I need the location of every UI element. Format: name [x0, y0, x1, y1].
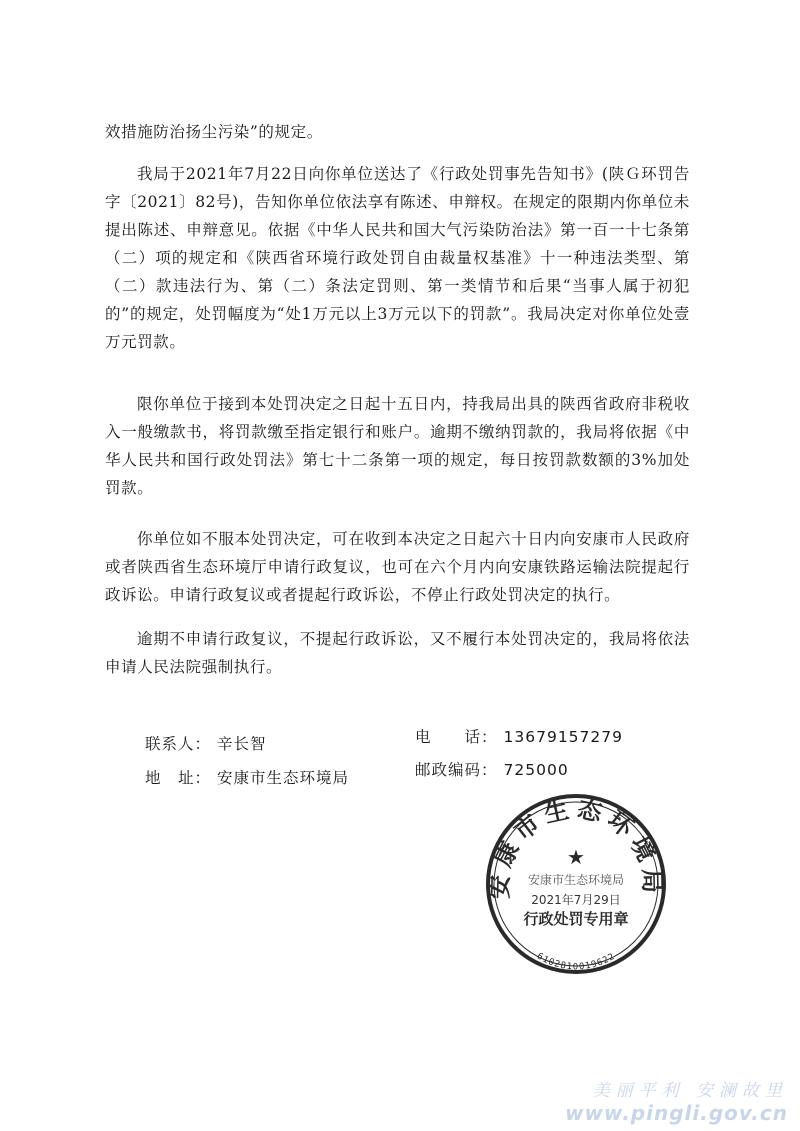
- contact-person-value: 辛长智: [217, 735, 267, 753]
- seal-ring-text: 安康市生态环境局: [485, 794, 667, 900]
- seal-center-text: 安康市生态环境局: [527, 873, 625, 887]
- seal-date: 2021年7月29日: [531, 893, 621, 907]
- seal-bottom-text: 行政处罚专用章: [523, 910, 629, 928]
- contact-person-label: 联系人：: [145, 735, 212, 753]
- contact-phone-label: 电 话：: [415, 728, 498, 746]
- contact-postcode-label: 邮政编码：: [415, 761, 498, 779]
- watermark-tagline: 美丽平利 安澜故里: [592, 1081, 788, 1101]
- watermark-url: www.pingli.gov.cn: [565, 1101, 788, 1125]
- seal-star-icon: ★: [567, 845, 585, 869]
- paragraph-1: 效措施防治扬尘污染”的规定。: [105, 123, 323, 141]
- contact-address: [145, 766, 349, 788]
- seal-code: 6102810019622: [534, 951, 618, 973]
- site-watermark: [565, 1076, 788, 1125]
- contact-postcode: [415, 758, 569, 780]
- contact-phone: [415, 725, 623, 747]
- official-seal: [482, 790, 670, 978]
- contact-address-value: 安康市生态环境局: [217, 769, 350, 787]
- contact-address-label: 地 址：: [145, 769, 212, 787]
- paragraph-2: 我局于2021年7月22日向你单位送达了《行政处罚事先告知书》(陕Ｇ环罚告字〔2021〕82号)，告知你单位依法享有陈述、申辩权。在规定的限期内你单位未提出陈述、申辩意见。依据《中华人民共和国大气污染防治法》第一百一十七条第（二）项的规定和《陕西省环境行政处罚自由裁量权基准》十一种违法类型、第（二）款违法行为、第（二）条法定罚则、第一类情节和后果“当事人属于初犯的”的规定，处罚幅度为“处1万元以上3万元以下的罚款”。我局决定对你单位处壹万元罚款。: [105, 165, 690, 351]
- contact-postcode-value: 725000: [503, 761, 569, 779]
- contact-phone-value: 13679157279: [503, 728, 623, 746]
- contact-person: [145, 732, 267, 754]
- paragraph-3: 限你单位于接到本处罚决定之日起十五日内，持我局出具的陕西省政府非税收入一般缴款书，将罚款缴至指定银行和账户。逾期不缴纳罚款的，我局将依据《中华人民共和国行政处罚法》第七十二条第一项的规定，每日按罚款数额的3%加处罚款。: [105, 395, 690, 497]
- paragraph-4: 你单位如不服本处罚决定，可在收到本决定之日起六十日内向安康市人民政府或者陕西省生态环境厅申请行政复议，也可在六个月内向安康铁路运输法院提起行政诉讼。申请行政复议或者提起行政诉讼，不停止行政处罚决定的执行。: [105, 530, 690, 604]
- paragraph-5: 逾期不申请行政复议，不提起行政诉讼，又不履行本处罚决定的，我局将依法申请人民法院强制执行。: [105, 630, 690, 676]
